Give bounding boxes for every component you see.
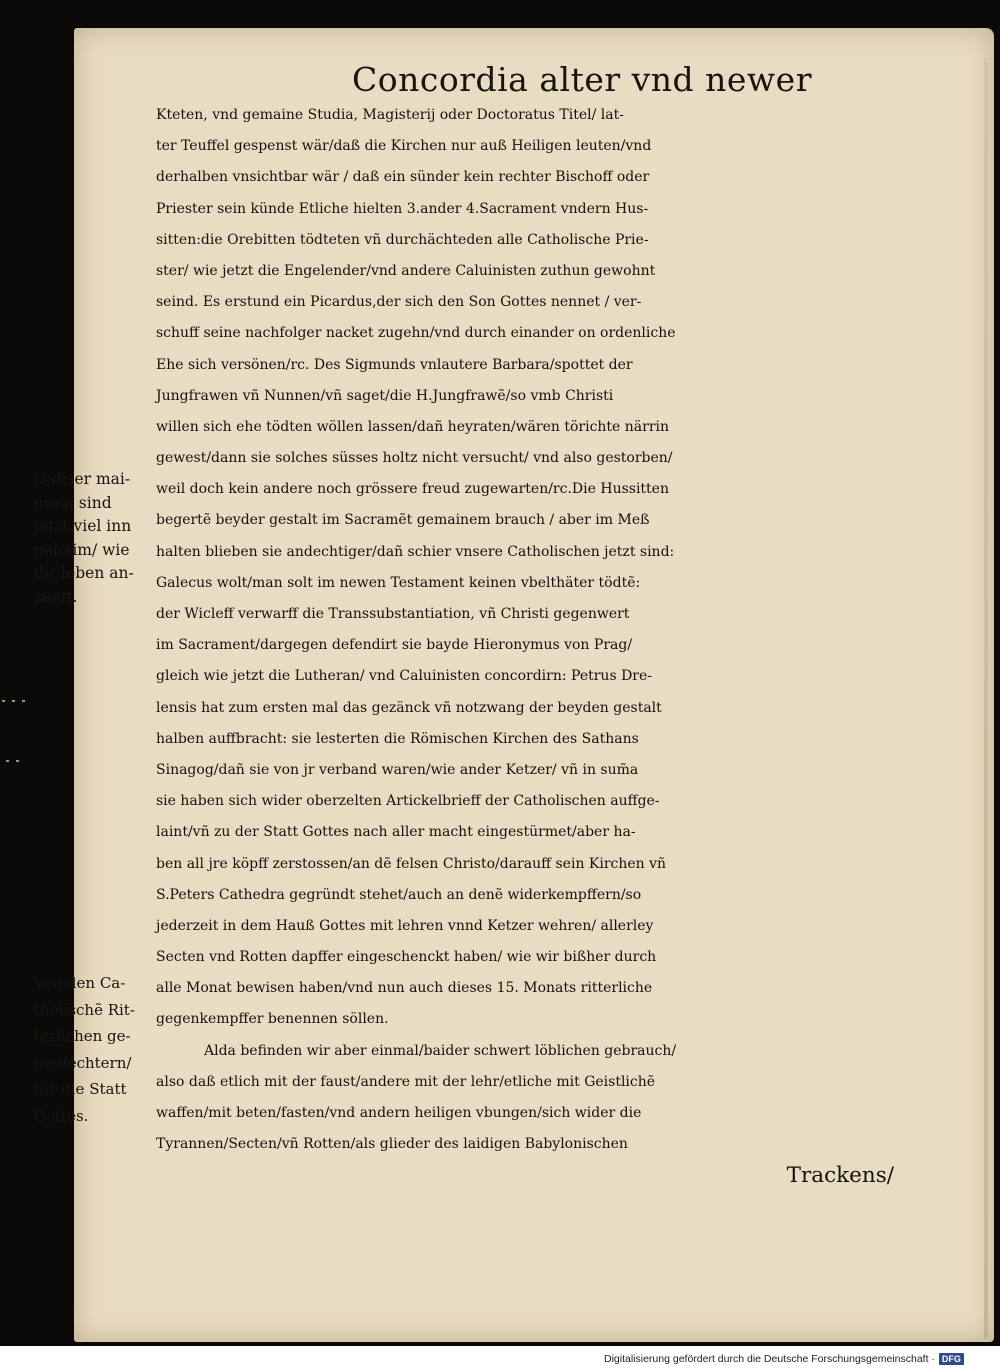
marginal-note-line: jhr leben an- [34,564,134,582]
marginal-note-line: tholischẽ Rit- [34,1000,135,1019]
main-text-block [156,100,896,1192]
text-line: waffen/mit beten/fasten/vnd andern heiligen vbungen/sich wider die [156,1105,642,1121]
text-line: weil doch kein andere noch grössere freud zugewarten/rc.Die Hussitten [156,481,669,498]
text-line: Sinagog/dañ sie von jr verband waren/wie ander Ketzer/ vñ in sum̃a [156,761,639,778]
text-line: also daß etlich mit der faust/andere mit der lehr/etliche mit Geistlichẽ [156,1073,656,1090]
marginal-note-line: Von den Ca- [34,974,126,992]
text-line: gegenkempffer benennen söllen. [156,1011,389,1028]
text-line: alle Monat bewisen haben/vnd nun auch dieses 15. Monats ritterliche [156,980,653,997]
marginal-note-line: Gottes. [34,1106,89,1125]
marginal-note [34,468,134,609]
marginal-note-line: nung sind [34,493,112,512]
marginal-note-line: terlichen ge- [34,1027,131,1045]
page-edge [984,58,988,1338]
text-line: Trackens/ [786,1163,894,1189]
text-line: halben auffbracht: sie lesterten die Römischen Kirchen des Sathans [156,730,639,747]
scan-edge-marks [2,700,42,900]
text-line: willen sich ehe tödten wöllen lassen/dañ heyraten/wären törichte närrin [156,418,670,435]
text-line: lensis hat zum ersten mal das gezänck vñ notzwang der beyden gestalt [156,699,662,716]
text-line: laint/vñ zu der Statt Gottes nach aller macht eingestürmet/aber ha- [156,824,636,841]
text-line: Ehe sich versönen/rc. Des Sigmunds vnlautere Barbara/spottet der [156,356,633,373]
text-line: schuff seine nachfolger nacket zugehn/vnd durch einander on ordenliche [156,325,676,342]
text-line: jederzeit in dem Hauß Gottes mit lehren vnnd Ketzer wehren/ allerley [156,917,654,934]
text-line: im Sacrament/dargegen defendirt sie bayde Hieronymus von Prag/ [156,637,633,654]
marginal-note-line: zeigt. [34,587,78,606]
text-line: Galecus wolt/man solt im newen Testament keinen vbelthäter tödtẽ: [156,574,641,591]
marginal-note-line: gehaim/ wie [34,540,130,559]
text-line: gleich wie jetzt die Lutheran/ vnd Caluinisten concordirn: Petrus Dre- [156,668,653,685]
running-head: Concordia alter vnd newer [352,60,812,99]
marginal-note-line: für die Statt [34,1080,127,1098]
text-line: Jungfrawen vñ Nunnen/vñ saget/die H.Jungfrawẽ/so vmb Christi [156,387,614,404]
text-line: seind. Es erstund ein Picardus,der sich den Son Gottes nennet / ver- [156,294,642,311]
marginal-note-line: genfechtern/ [34,1053,132,1072]
text-line: sie haben sich wider oberzelten Artickelbrieff der Catholischen auffge- [156,793,660,810]
text-line: Alda befinden wir aber einmal/baider schwert löblichen gebrauch/ [204,1042,677,1059]
footer-credit-text: Digitalisierung gefördert durch die Deutsche Forschungsgemeinschaft · [604,1353,935,1365]
text-line: Tyrannen/Secten/vñ Rotten/als glieder des laidigen Babylonischen [156,1136,628,1153]
text-line: sitten:die Orebitten tödteten vñ durchächteden alle Catholische Prie- [156,231,649,248]
text-line: derhalben vnsichtbar wär / daß ein sünder kein rechter Bischoff oder [156,169,650,186]
marginal-note-line: jetzt viel inn [34,517,132,535]
text-line: gewest/dann sie solches süsses holtz nicht versucht/ vnd also gestorben/ [156,450,673,467]
text-line: ben all jre köpff zerstossen/an dẽ felsen Christo/darauff sein Kirchen vñ [156,855,667,872]
text-line: S.Peters Cathedra gegründt stehet/auch an denẽ widerkempffern/so [156,886,642,903]
footer-credit [604,1350,1000,1368]
marginal-note-line: O diser mai- [34,470,131,488]
text-line: halten blieben sie andechtiger/dañ schier vnsere Catholischen jetzt sind: [156,543,675,560]
text-line: der Wicleff verwarff die Transsubstantiation, vñ Christi gegenwert [156,606,630,622]
dfg-logo[interactable]: DFG [939,1353,964,1365]
text-line: Kteten, vnd gemaine Studia, Magisterij oder Doctoratus Titel/ lat- [156,107,624,123]
text-line: ter Teuffel gespenst wär/daß die Kirchen nur auß Heiligen leuten/vnd [156,138,652,155]
marginal-note [34,970,135,1129]
text-line: Priester sein künde Etliche hielten 3.ander 4.Sacrament vndern Hus- [156,200,649,217]
text-line: begertẽ beyder gestalt im Sacramẽt gemainem brauch / aber im Meß [156,512,650,529]
text-line: Secten vnd Rotten dapffer eingeschenckt haben/ wie wir bißher durch [156,949,657,966]
text-line: ster/ wie jetzt die Engelender/vnd andere Caluinisten zuthun gewohnt [156,262,656,279]
